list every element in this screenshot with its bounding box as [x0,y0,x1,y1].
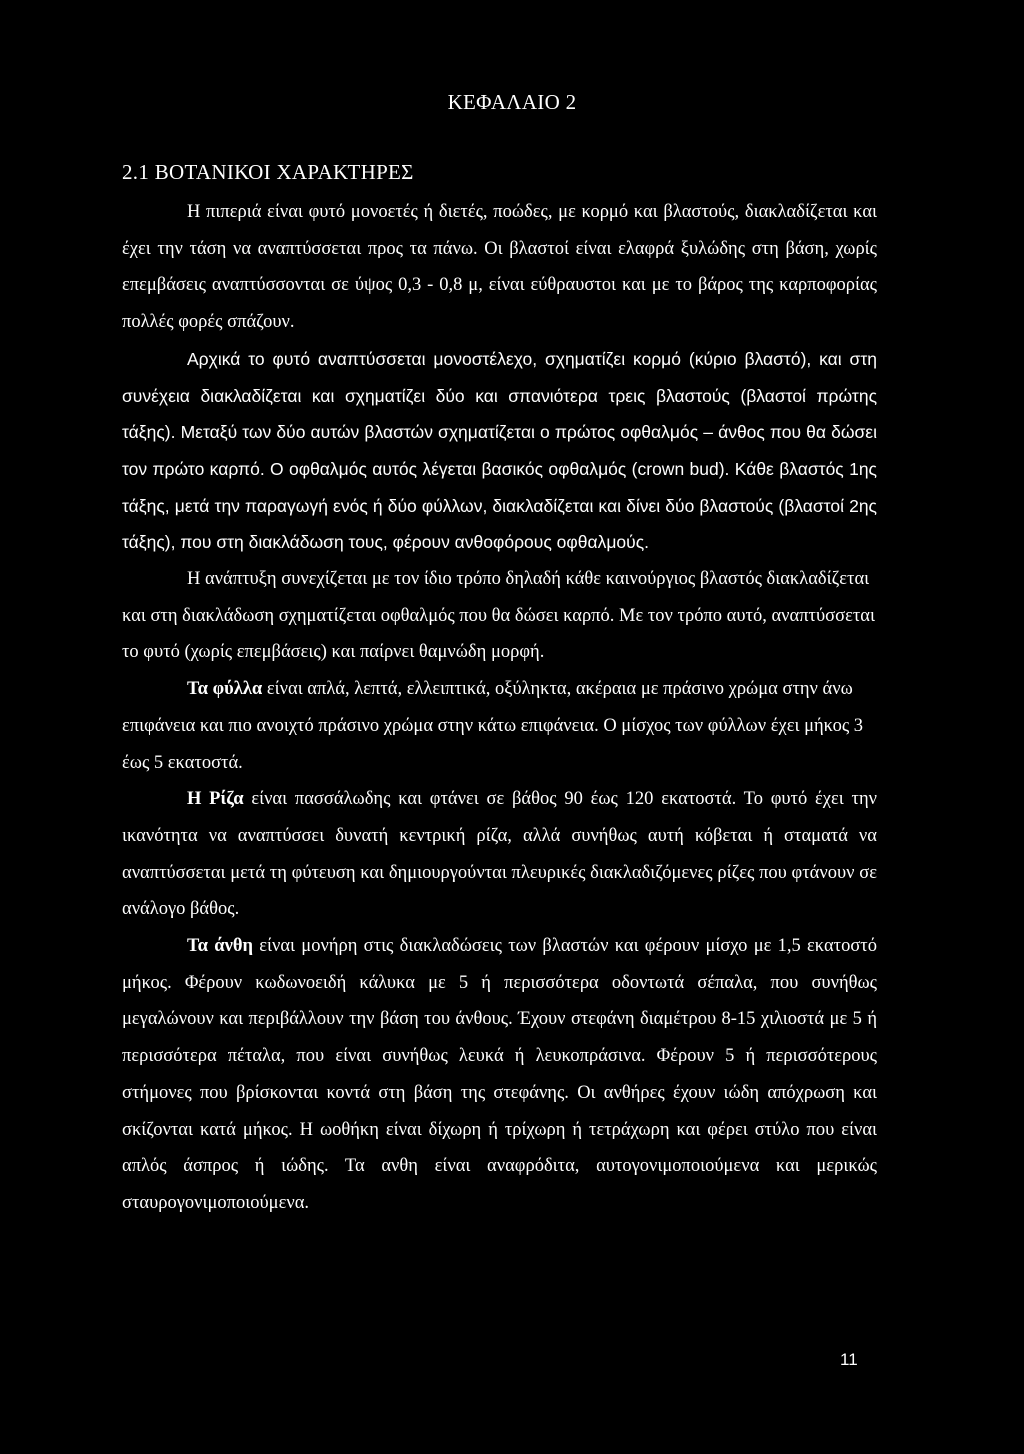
paragraph-root [122,781,877,928]
body-text [122,194,877,1222]
root-heading: Η Ρίζα [187,789,244,810]
paragraph-branching: Αρχικά το φυτό αναπτύσσεται μονοστέλεχο, σχηματίζει κορμό (κύριο βλαστό), και στη συνέχεια διακλαδίζεται και σχηματίζει δύο και σπανιότερα τρεις βλαστούς (βλαστοί πρώτης τάξης). Μεταξύ των δύο αυτών βλαστών σχηματίζεται ο πρώτος οφθαλμός – άνθος που θα δώσει τον πρώτο καρπό. Ο οφθαλμός αυτός λέγεται βασικός οφθαλμός (crown bud). Κάθε βλαστός 1ης τάξης, μετά την παραγωγή ενός ή δύο φύλλων, διακλαδίζεται και δίνει δύο βλαστούς (βλαστοί 2ης τάξης), που στη διακλάδωση τους, φέρουν ανθοφόρους οφθαλμούς. [122,348,877,553]
paragraph-leaves [122,671,877,781]
page-number: 11 [840,1350,858,1369]
chapter-title: ΚΕΦΑΛΑΙΟ 2 [447,90,577,114]
flowers-heading: Τα άνθη [187,936,253,957]
paragraph-habit: Η πιπεριά είναι φυτό μονοετές ή διετές, ποώδες, με κορμό και βλαστούς, διακλαδίζεται και έχει την τάση να αναπτύσσεται προς τα πάνω. Οι βλαστοί είναι ελαφρά ξυλώδης στη βάση, χωρίς επεμβάσεις αναπτύσσονται σε ύψος 0,3 - 0,8 μ, είναι εύθραυστοι και με το βάρος της καρποφορίας πολλές φορές σπάζουν. [122,202,877,333]
paragraph-growth: Η ανάπτυξη συνεχίζεται με τον ίδιο τρόπο δηλαδή κάθε καινούργιος βλαστός διακλαδίζεται και στη διακλάδωση σχηματίζεται οφθαλμός που θα δώσει καρπό. Με τον τρόπο αυτό, αναπτύσσεται το φυτό (χωρίς επεμβάσεις) και παίρνει θαμνώδη μορφή. [122,569,875,663]
paragraph-flowers [122,928,877,1222]
flowers-text: είναι μονήρη στις διακλαδώσεις των βλαστών και φέρουν μίσχο με 1,5 εκατοστό μήκος. Φέρουν κωδωνοειδή κάλυκα με 5 ή περισσότερα οδοντωτά σέπαλα, που συνήθως μεγαλώνουν και περιβάλλουν την βάση του άνθους. Έχουν στεφάνη διαμέτρου 8-15 χιλιοστά με 5 ή περισσότερα πέταλα, που είναι συνήθως λευκά ή λευκοπράσινα. Φέρουν 5 ή περισσότερους στήμονες που βρίσκονται κοντά στη βάση της στεφάνης. Οι ανθήρες έχουν ιώδη απόχρωση και σκίζονται κατά μήκος. Η ωοθήκη είναι δίχωρη ή τρίχωρη ή τετράχωρη και φέρει στύλο που είναι απλός άσπρος ή ιώδης. Τα ανθη είναι αναφρόδιτα, αυτογονιμοποιούμενα και μερικώς σταυρογονιμοποιούμενα. [122,936,877,1213]
leaves-heading: Τα φύλλα [187,679,263,700]
leaves-text: είναι απλά, λεπτά, ελλειπτικά, οξύληκτα, ακέραια με πράσινο χρώμα στην άνω επιφάνεια και πιο ανοιχτό πράσινο χρώμα στην κάτω επιφάνεια. Ο μίσχος των φύλλων έχει μήκος 3 έως 5 εκατοστά. [122,679,864,773]
root-text: είναι πασσάλωδης και φτάνει σε βάθος 90 έως 120 εκατοστά. Το φυτό έχει την ικανότητα να αναπτύσσει δυνατή κεντρική ρίζα, αλλά συνήθως αυτή κόβεται ή σταματά να αναπτύσσεται μετά τη φύτευση και δημιουργούνται πλευρικές διακλαδιζόμενες ρίζες που φτάνουν σε ανάλογο βάθος. [122,789,877,920]
section-title: 2.1 ΒΟΤΑΝΙΚΟΙ ΧΑΡΑΚΤΗΡΕΣ [122,160,414,184]
